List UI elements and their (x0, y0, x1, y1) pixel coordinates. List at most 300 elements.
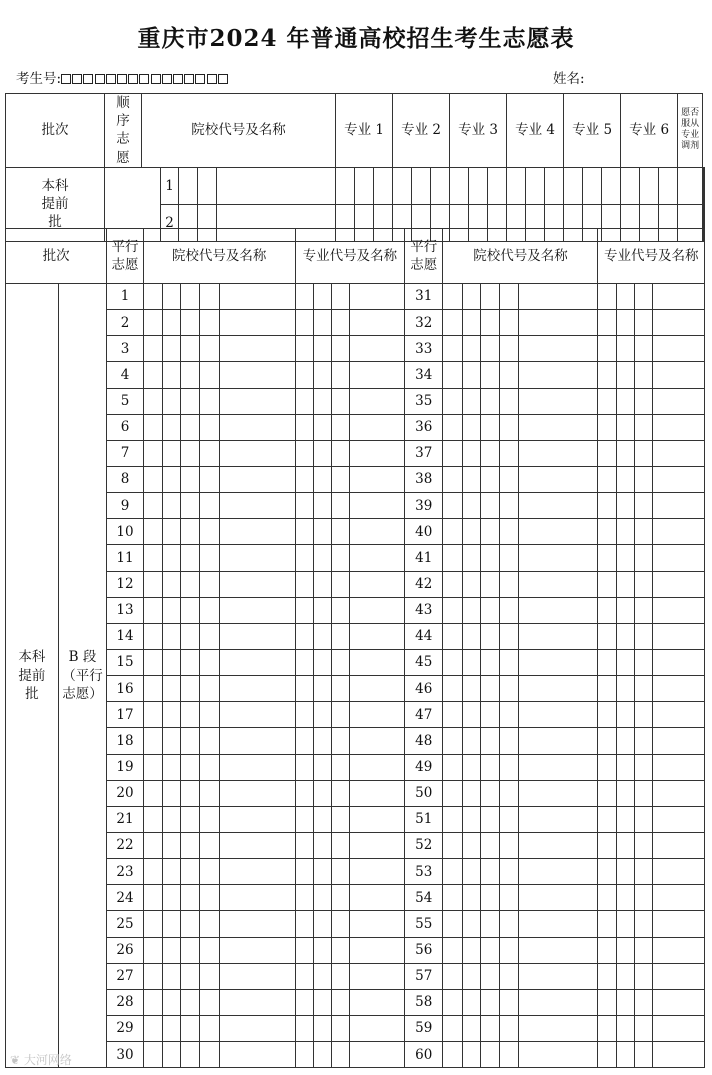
major-name-box[interactable] (350, 885, 405, 911)
school-name-box[interactable] (519, 362, 598, 388)
major-code-box[interactable] (332, 963, 350, 989)
school-code-box[interactable] (143, 754, 162, 780)
school-code-box[interactable] (181, 545, 200, 571)
major-code-box[interactable] (616, 493, 634, 519)
major-code-box[interactable] (598, 336, 616, 362)
major-code-box[interactable] (295, 466, 313, 492)
school-code-box[interactable] (200, 989, 219, 1015)
major-name-box[interactable] (350, 519, 405, 545)
major-code-box[interactable] (634, 649, 652, 675)
school-name-box[interactable] (519, 493, 598, 519)
school-code-box[interactable] (143, 440, 162, 466)
school-name-box[interactable] (519, 702, 598, 728)
major-code-box[interactable] (640, 167, 659, 204)
school-code-box[interactable] (200, 649, 219, 675)
major-code-box[interactable] (598, 1042, 616, 1068)
major-code-box[interactable] (634, 284, 652, 310)
school-code-box[interactable] (500, 310, 519, 336)
school-code-box[interactable] (480, 545, 499, 571)
major-code-box[interactable] (313, 519, 331, 545)
major-code-box[interactable] (295, 911, 313, 937)
school-code-box[interactable] (198, 167, 217, 204)
major-name-box[interactable] (350, 310, 405, 336)
school-code-box[interactable] (162, 885, 180, 911)
examinee-number-field[interactable] (16, 67, 229, 87)
school-code-box[interactable] (443, 832, 462, 858)
major-code-box[interactable] (332, 1042, 350, 1068)
major-code-box[interactable] (332, 310, 350, 336)
major-code-box[interactable] (634, 911, 652, 937)
major-code-box[interactable] (431, 167, 450, 204)
major-code-box[interactable] (313, 284, 331, 310)
school-name-box[interactable] (519, 284, 598, 310)
school-code-box[interactable] (462, 493, 480, 519)
school-name-box[interactable] (519, 676, 598, 702)
major-code-box[interactable] (616, 414, 634, 440)
major-name-box[interactable] (653, 859, 705, 885)
major-code-box[interactable] (295, 284, 313, 310)
school-name-box[interactable] (519, 963, 598, 989)
school-code-box[interactable] (143, 911, 162, 937)
major-code-box[interactable] (332, 414, 350, 440)
major-name-box[interactable] (653, 676, 705, 702)
school-code-box[interactable] (143, 649, 162, 675)
school-name-box[interactable] (219, 885, 295, 911)
major-code-box[interactable] (332, 676, 350, 702)
school-name-box[interactable] (219, 310, 295, 336)
major-code-box[interactable] (598, 493, 616, 519)
major-code-box[interactable] (616, 806, 634, 832)
school-code-box[interactable] (480, 1042, 499, 1068)
major-name-box[interactable] (653, 519, 705, 545)
major-code-box[interactable] (616, 649, 634, 675)
school-code-box[interactable] (500, 493, 519, 519)
major-name-box[interactable] (653, 649, 705, 675)
school-code-box[interactable] (143, 388, 162, 414)
school-code-box[interactable] (462, 702, 480, 728)
school-name-box[interactable] (519, 1042, 598, 1068)
school-code-box[interactable] (500, 702, 519, 728)
school-code-box[interactable] (480, 859, 499, 885)
major-code-box[interactable] (332, 859, 350, 885)
major-code-box[interactable] (295, 519, 313, 545)
school-code-box[interactable] (143, 859, 162, 885)
school-code-box[interactable] (480, 780, 499, 806)
major-name-box[interactable] (653, 806, 705, 832)
school-code-box[interactable] (443, 911, 462, 937)
major-code-box[interactable] (616, 832, 634, 858)
major-code-box[interactable] (634, 493, 652, 519)
major-code-box[interactable] (598, 676, 616, 702)
major-code-box[interactable] (564, 167, 583, 204)
major-code-box[interactable] (295, 649, 313, 675)
digit-box[interactable] (218, 74, 228, 84)
major-code-box[interactable] (313, 911, 331, 937)
school-code-box[interactable] (181, 493, 200, 519)
school-code-box[interactable] (143, 937, 162, 963)
major-code-box[interactable] (602, 167, 621, 204)
major-name-box[interactable] (350, 806, 405, 832)
major-code-box[interactable] (598, 310, 616, 336)
school-code-box[interactable] (462, 545, 480, 571)
major-name-box[interactable] (653, 1015, 705, 1041)
school-name-box[interactable] (519, 623, 598, 649)
major-name-box[interactable] (653, 466, 705, 492)
major-code-box[interactable] (332, 832, 350, 858)
major-code-box[interactable] (332, 571, 350, 597)
major-name-box[interactable] (350, 284, 405, 310)
school-code-box[interactable] (443, 702, 462, 728)
school-name-box[interactable] (219, 623, 295, 649)
school-name-box[interactable] (219, 676, 295, 702)
major-code-box[interactable] (634, 702, 652, 728)
school-code-box[interactable] (462, 676, 480, 702)
major-code-box[interactable] (313, 937, 331, 963)
major-code-box[interactable] (295, 440, 313, 466)
name-field[interactable] (553, 67, 585, 87)
major-code-box[interactable] (332, 493, 350, 519)
school-code-box[interactable] (462, 623, 480, 649)
school-code-box[interactable] (500, 989, 519, 1015)
major-code-box[interactable] (393, 167, 412, 204)
school-code-box[interactable] (162, 806, 180, 832)
school-code-box[interactable] (162, 989, 180, 1015)
major-code-box[interactable] (332, 440, 350, 466)
school-name-box[interactable] (519, 571, 598, 597)
digit-box[interactable] (195, 74, 205, 84)
school-code-box[interactable] (162, 859, 180, 885)
school-code-box[interactable] (500, 937, 519, 963)
major-code-box[interactable] (295, 623, 313, 649)
major-code-box[interactable] (313, 676, 331, 702)
school-code-box[interactable] (200, 702, 219, 728)
school-code-box[interactable] (500, 649, 519, 675)
major-code-box[interactable] (313, 780, 331, 806)
school-name-box[interactable] (519, 832, 598, 858)
school-code-box[interactable] (179, 167, 198, 204)
school-code-box[interactable] (162, 702, 180, 728)
school-code-box[interactable] (500, 440, 519, 466)
major-code-box[interactable] (412, 167, 431, 204)
major-code-box[interactable] (295, 702, 313, 728)
major-code-box[interactable] (332, 649, 350, 675)
school-name-box[interactable] (219, 388, 295, 414)
school-code-box[interactable] (143, 832, 162, 858)
school-name-box[interactable] (219, 571, 295, 597)
digit-box[interactable] (128, 74, 138, 84)
school-code-box[interactable] (500, 336, 519, 362)
school-code-box[interactable] (181, 702, 200, 728)
school-code-box[interactable] (143, 414, 162, 440)
school-code-box[interactable] (162, 1042, 180, 1068)
school-name-box[interactable] (219, 545, 295, 571)
school-code-box[interactable] (200, 414, 219, 440)
school-code-box[interactable] (181, 937, 200, 963)
school-code-box[interactable] (500, 597, 519, 623)
major-name-box[interactable] (350, 832, 405, 858)
major-name-box[interactable] (350, 963, 405, 989)
major-code-box[interactable] (313, 728, 331, 754)
school-code-box[interactable] (500, 623, 519, 649)
school-code-box[interactable] (480, 676, 499, 702)
school-code-box[interactable] (162, 466, 180, 492)
school-name-box[interactable] (519, 728, 598, 754)
major-name-box[interactable] (653, 728, 705, 754)
major-code-box[interactable] (634, 336, 652, 362)
school-code-box[interactable] (162, 597, 180, 623)
school-code-box[interactable] (443, 885, 462, 911)
major-code-box[interactable] (332, 388, 350, 414)
school-name-box[interactable] (519, 937, 598, 963)
school-code-box[interactable] (462, 832, 480, 858)
school-code-box[interactable] (181, 780, 200, 806)
school-code-box[interactable] (462, 989, 480, 1015)
school-name-box[interactable] (219, 937, 295, 963)
major-code-box[interactable] (332, 362, 350, 388)
school-name-box[interactable] (519, 806, 598, 832)
school-code-box[interactable] (443, 676, 462, 702)
major-code-box[interactable] (313, 362, 331, 388)
school-code-box[interactable] (200, 1015, 219, 1041)
school-name-box[interactable] (219, 832, 295, 858)
school-code-box[interactable] (143, 885, 162, 911)
school-code-box[interactable] (200, 597, 219, 623)
school-code-box[interactable] (162, 414, 180, 440)
major-name-box[interactable] (350, 728, 405, 754)
major-code-box[interactable] (634, 1015, 652, 1041)
school-name-box[interactable] (219, 859, 295, 885)
major-code-box[interactable] (616, 545, 634, 571)
major-code-box[interactable] (313, 571, 331, 597)
school-code-box[interactable] (443, 623, 462, 649)
major-code-box[interactable] (332, 885, 350, 911)
school-code-box[interactable] (181, 885, 200, 911)
school-name-box[interactable] (519, 1015, 598, 1041)
school-code-box[interactable] (500, 885, 519, 911)
major-code-box[interactable] (616, 989, 634, 1015)
major-code-box[interactable] (616, 885, 634, 911)
school-code-box[interactable] (181, 571, 200, 597)
major-code-box[interactable] (332, 937, 350, 963)
major-name-box[interactable] (350, 911, 405, 937)
school-code-box[interactable] (480, 623, 499, 649)
school-code-box[interactable] (462, 284, 480, 310)
major-name-box[interactable] (653, 336, 705, 362)
school-code-box[interactable] (443, 963, 462, 989)
major-code-box[interactable] (313, 1042, 331, 1068)
school-code-box[interactable] (200, 571, 219, 597)
school-code-box[interactable] (143, 780, 162, 806)
major-name-box[interactable] (350, 336, 405, 362)
school-code-box[interactable] (162, 545, 180, 571)
school-code-box[interactable] (462, 728, 480, 754)
school-code-box[interactable] (200, 676, 219, 702)
school-code-box[interactable] (462, 440, 480, 466)
school-code-box[interactable] (443, 388, 462, 414)
school-name-box[interactable] (219, 780, 295, 806)
major-name-box[interactable] (653, 885, 705, 911)
school-name-box[interactable] (219, 466, 295, 492)
school-name-box[interactable] (219, 728, 295, 754)
digit-box[interactable] (61, 74, 71, 84)
school-code-box[interactable] (500, 859, 519, 885)
school-code-box[interactable] (443, 571, 462, 597)
school-code-box[interactable] (181, 414, 200, 440)
major-code-box[interactable] (634, 780, 652, 806)
school-code-box[interactable] (462, 414, 480, 440)
school-code-box[interactable] (200, 466, 219, 492)
major-code-box[interactable] (598, 649, 616, 675)
major-code-box[interactable] (616, 388, 634, 414)
school-name-box[interactable] (355, 167, 374, 204)
major-code-box[interactable] (598, 859, 616, 885)
major-code-box[interactable] (313, 623, 331, 649)
major-code-box[interactable] (313, 414, 331, 440)
major-name-box[interactable] (350, 1015, 405, 1041)
major-code-box[interactable] (598, 597, 616, 623)
major-code-box[interactable] (634, 806, 652, 832)
major-code-box[interactable] (295, 832, 313, 858)
major-code-box[interactable] (332, 336, 350, 362)
major-code-box[interactable] (616, 571, 634, 597)
major-code-box[interactable] (313, 885, 331, 911)
school-code-box[interactable] (217, 167, 336, 204)
major-name-box[interactable] (350, 597, 405, 623)
digit-box[interactable] (95, 74, 105, 84)
school-code-box[interactable] (162, 493, 180, 519)
major-code-box[interactable] (598, 1015, 616, 1041)
major-code-box[interactable] (616, 1015, 634, 1041)
school-code-box[interactable] (462, 336, 480, 362)
school-code-box[interactable] (443, 545, 462, 571)
school-code-box[interactable] (200, 623, 219, 649)
major-name-box[interactable] (653, 597, 705, 623)
school-code-box[interactable] (200, 780, 219, 806)
major-code-box[interactable] (616, 1042, 634, 1068)
major-name-box[interactable] (350, 937, 405, 963)
school-name-box[interactable] (519, 911, 598, 937)
major-code-box[interactable] (526, 167, 545, 204)
school-code-box[interactable] (443, 1015, 462, 1041)
school-code-box[interactable] (462, 859, 480, 885)
major-name-box[interactable] (350, 623, 405, 649)
digit-box[interactable] (207, 74, 217, 84)
school-code-box[interactable] (480, 310, 499, 336)
major-code-box[interactable] (332, 466, 350, 492)
school-name-box[interactable] (219, 806, 295, 832)
major-code-box[interactable] (313, 466, 331, 492)
digit-box[interactable] (106, 74, 116, 84)
school-code-box[interactable] (443, 937, 462, 963)
school-code-box[interactable] (480, 702, 499, 728)
major-code-box[interactable] (332, 545, 350, 571)
major-code-box[interactable] (616, 911, 634, 937)
major-code-box[interactable] (469, 167, 488, 204)
school-name-box[interactable] (519, 414, 598, 440)
major-code-box[interactable] (313, 545, 331, 571)
school-code-box[interactable] (480, 963, 499, 989)
major-code-box[interactable] (634, 754, 652, 780)
school-code-box[interactable] (181, 754, 200, 780)
school-code-box[interactable] (200, 519, 219, 545)
major-name-box[interactable] (653, 571, 705, 597)
school-code-box[interactable] (200, 336, 219, 362)
major-code-box[interactable] (598, 545, 616, 571)
major-code-box[interactable] (634, 676, 652, 702)
major-code-box[interactable] (598, 728, 616, 754)
school-code-box[interactable] (443, 806, 462, 832)
school-code-box[interactable] (162, 649, 180, 675)
school-code-box[interactable] (462, 963, 480, 989)
major-code-box[interactable] (313, 597, 331, 623)
major-code-box[interactable] (616, 937, 634, 963)
school-code-box[interactable] (500, 388, 519, 414)
major-code-box[interactable] (332, 702, 350, 728)
school-code-box[interactable] (181, 963, 200, 989)
major-name-box[interactable] (653, 284, 705, 310)
school-code-box[interactable] (162, 310, 180, 336)
major-code-box[interactable] (616, 597, 634, 623)
major-code-box[interactable] (313, 388, 331, 414)
major-code-box[interactable] (616, 362, 634, 388)
major-code-box[interactable] (295, 937, 313, 963)
school-code-box[interactable] (336, 167, 355, 204)
school-code-box[interactable] (443, 859, 462, 885)
school-code-box[interactable] (462, 806, 480, 832)
major-code-box[interactable] (583, 167, 602, 204)
major-code-box[interactable] (374, 167, 393, 204)
major-code-box[interactable] (332, 284, 350, 310)
school-code-box[interactable] (181, 336, 200, 362)
major-code-box[interactable] (313, 1015, 331, 1041)
school-code-box[interactable] (480, 989, 499, 1015)
major-code-box[interactable] (616, 780, 634, 806)
major-code-box[interactable] (616, 440, 634, 466)
school-code-box[interactable] (480, 414, 499, 440)
school-code-box[interactable] (480, 754, 499, 780)
major-code-box[interactable] (616, 336, 634, 362)
school-code-box[interactable] (200, 937, 219, 963)
school-code-box[interactable] (480, 728, 499, 754)
school-code-box[interactable] (500, 362, 519, 388)
major-code-box[interactable] (634, 1042, 652, 1068)
school-code-box[interactable] (143, 728, 162, 754)
major-code-box[interactable] (634, 728, 652, 754)
major-name-box[interactable] (350, 466, 405, 492)
school-name-box[interactable] (519, 649, 598, 675)
major-code-box[interactable] (598, 362, 616, 388)
major-code-box[interactable] (621, 167, 640, 204)
school-code-box[interactable] (500, 1042, 519, 1068)
major-code-box[interactable] (616, 310, 634, 336)
major-name-box[interactable] (653, 937, 705, 963)
school-code-box[interactable] (162, 388, 180, 414)
school-code-box[interactable] (462, 911, 480, 937)
school-code-box[interactable] (462, 754, 480, 780)
major-code-box[interactable] (313, 989, 331, 1015)
school-code-box[interactable] (480, 440, 499, 466)
school-code-box[interactable] (200, 885, 219, 911)
school-code-box[interactable] (500, 911, 519, 937)
major-name-box[interactable] (350, 702, 405, 728)
school-code-box[interactable] (443, 466, 462, 492)
school-name-box[interactable] (219, 963, 295, 989)
major-code-box[interactable] (313, 440, 331, 466)
school-code-box[interactable] (500, 963, 519, 989)
school-code-box[interactable] (181, 1015, 200, 1041)
school-code-box[interactable] (500, 571, 519, 597)
school-code-box[interactable] (462, 310, 480, 336)
